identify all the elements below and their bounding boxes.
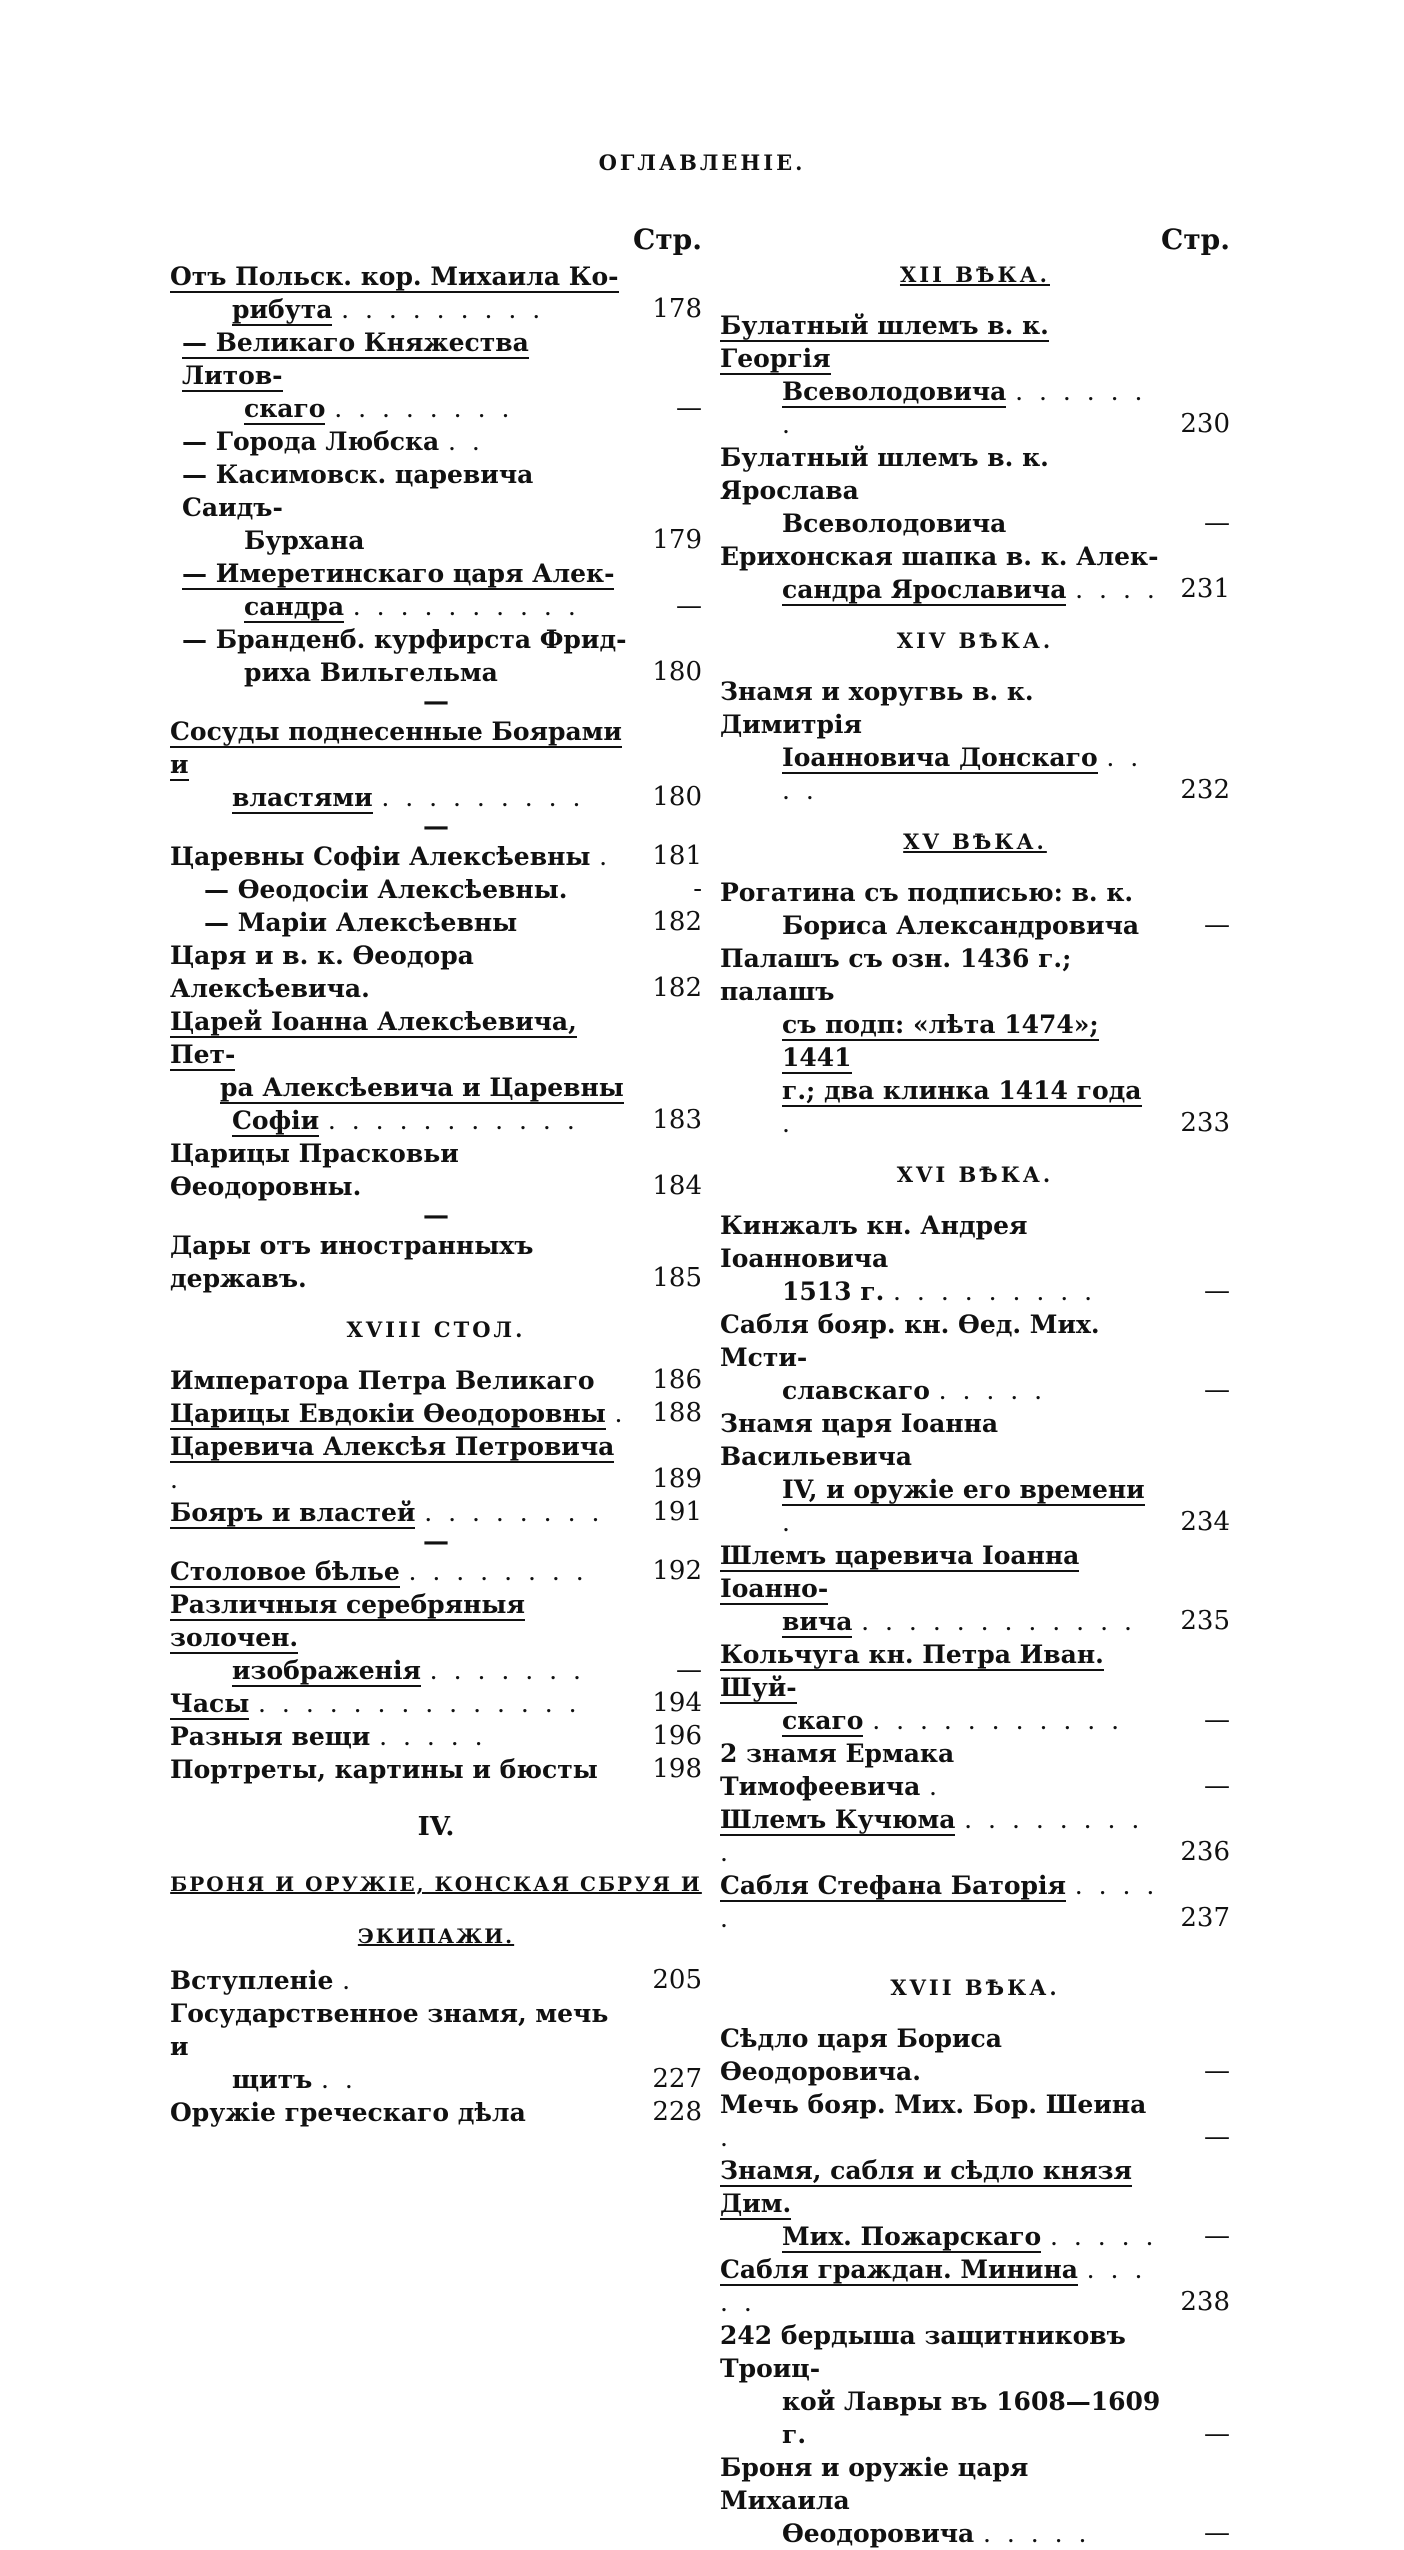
page-number: — — [1204, 2221, 1230, 2251]
toc-entry: Бояръ и властей . . . . . . . . 191 — [170, 1497, 702, 1527]
toc-entry: Знамя и хоругвь в. к. Димитрія Іоанновича Донскаго . . . . 232 — [720, 677, 1230, 805]
page-number: — — [1204, 1771, 1230, 1801]
toc-entry: Броня и оружіе царя Михаила Ѳеодоровича . . . . . — — [720, 2453, 1230, 2548]
toc-entry: Вступленіе . 205 — [170, 1965, 702, 1995]
section-heading: XIV ВѢКА. — [896, 628, 1054, 653]
page-number: 182 — [652, 973, 702, 1003]
page-title: ОГЛАВЛЕНІЕ. — [598, 150, 806, 175]
toc-entry: 242 бердыша защитниковъ Троиц- кой Лавры въ 1608—1609 г. — — [720, 2321, 1230, 2449]
section-heading: XVIII СТОЛ. — [346, 1317, 526, 1342]
toc-entry: Булатный шлемъ в. к. Ярослава Всеволодовича — — [720, 443, 1230, 538]
toc-entry: Императора Петра Великаго 186 — [170, 1365, 702, 1395]
toc-entry: — Маріи Алексѣевны 182 — [204, 907, 702, 937]
toc-entry: Сосуды поднесенные Боярами и властями . . . . . . . . . 180 — [170, 717, 702, 812]
page-number: 234 — [1180, 1507, 1230, 1537]
page-number: 231 — [1180, 574, 1230, 604]
page-number: 236 — [1180, 1837, 1230, 1867]
toc-entry: Царевны Софіи Алексѣевны . 181 — [170, 841, 702, 871]
toc-entry: Сабля граждан. Минина . . . . . 238 — [720, 2255, 1230, 2317]
page-number: 228 — [652, 2097, 702, 2127]
page-number: — — [1204, 2518, 1230, 2548]
page-number: 192 — [652, 1556, 702, 1586]
page-number: 198 — [652, 1754, 702, 1784]
toc-entry: Разныя вещи . . . . . 196 — [170, 1721, 702, 1751]
toc-entry: Портреты, картины и бюсты 198 — [170, 1754, 702, 1784]
page-number: 237 — [1180, 1903, 1230, 1933]
page-number: — — [1204, 1705, 1230, 1735]
toc-entry: Палашъ съ озн. 1436 г.; палашъ съ подп: «лѣта 1474»; 1441 г.; два клинка 1414 года . 233 — [720, 944, 1230, 1138]
page-column-header: Стр. — [1161, 223, 1230, 256]
section-heading: XVI ВѢКА. — [896, 1162, 1054, 1187]
page-number: — — [1204, 910, 1230, 940]
page-number: 230 — [1180, 409, 1230, 439]
page-number: — — [676, 1655, 702, 1685]
separator: — — [423, 812, 449, 842]
page-number: 232 — [1180, 775, 1230, 805]
toc-entry: Кольчуга кн. Петра Иван. Шуй- скаго . . . . . . . . . . . — — [720, 1640, 1230, 1735]
page-number: — — [1204, 2056, 1230, 2086]
toc-entry: Знамя царя Іоанна Васильевича IV, и оружіе его времени . 234 — [720, 1409, 1230, 1537]
part-title: БРОНЯ И ОРУЖІЕ, КОНСКАЯ СБРУЯ И — [170, 1872, 702, 1896]
toc-entry: — Ѳеодосіи Алексѣевны. - — [204, 874, 702, 904]
page-number: - — [693, 874, 702, 904]
section-heading: XII ВѢКА. — [899, 262, 1050, 287]
page-number: — — [1204, 1375, 1230, 1405]
page-number: — — [1204, 2122, 1230, 2152]
page-number: 183 — [652, 1105, 702, 1135]
toc-entry: Булатный шлемъ в. к. Георгія Всеволодовича . . . . . . . 230 — [720, 311, 1230, 439]
toc-entry: Царей Іоанна Алексѣевича, Пет- ра Алексѣевича и Царевны Софіи . . . . . . . . . . . 183 — [170, 1007, 702, 1135]
toc-entry: Царевича Алексѣя Петровича . 189 — [170, 1432, 702, 1494]
page-column-header: Стр. — [633, 223, 702, 256]
toc-entry: Государственное знамя, мечь и щитъ . . 227 — [170, 1999, 702, 2094]
toc-entry: Часы . . . . . . . . . . . . . . 194 — [170, 1688, 702, 1718]
toc-entry: Отъ Польск. кор. Михаила Ко- рибута . . . . . . . . . 178 — [170, 262, 702, 324]
toc-entry: Царицы Прасковьи Ѳеодоровны. 184 — [170, 1139, 702, 1201]
toc-entry: Царицы Евдокіи Ѳеодоровны . 188 — [170, 1398, 702, 1428]
toc-entry: — Бранденб. курфирста Фрид- риха Вильгельма 180 — [182, 625, 702, 687]
page-number: 178 — [652, 294, 702, 324]
page-number: — — [676, 591, 702, 621]
page-number: 227 — [652, 2064, 702, 2094]
page-number: 184 — [652, 1171, 702, 1201]
page-number: 205 — [652, 1965, 702, 1995]
page-number: 194 — [652, 1688, 702, 1718]
section-heading: XVII ВѢКА. — [890, 1975, 1060, 2000]
toc-entry: — Великаго Княжества Литов- скаго . . . . . . . . — — [182, 328, 702, 423]
page-number: — — [1204, 1276, 1230, 1306]
page-number: 182 — [652, 907, 702, 937]
toc-entry: — Города Любска . . — [182, 427, 484, 456]
toc-entry: Рогатина съ подписью: в. к. Бориса Александровича — — [720, 878, 1230, 940]
toc-entry: Дары отъ иностранныхъ державъ. 185 — [170, 1231, 702, 1293]
toc-entry: Царя и в. к. Ѳеодора Алексѣевича. 182 — [170, 941, 702, 1003]
toc-entry: Различныя серебряныя золочен. изображенія . . . . . . . — — [170, 1590, 702, 1685]
toc-entry: Сабля Стефана Баторія . . . . . 237 — [720, 1871, 1230, 1933]
toc-entry: Шлемъ Кучюма . . . . . . . . . 236 — [720, 1805, 1230, 1867]
toc-entry: Ерихонская шапка в. к. Алек- сандра Ярославича . . . . 231 — [720, 542, 1230, 604]
page-number: — — [676, 393, 702, 423]
toc-entry: — Касимовск. царевича Саидъ- Бурхана 179 — [182, 460, 702, 555]
page-number: — — [1204, 508, 1230, 538]
section-heading: XV ВѢКА. — [903, 829, 1047, 854]
page-number: — — [1204, 2419, 1230, 2449]
page-number: 185 — [652, 1263, 702, 1293]
right-column — [720, 220, 1230, 2550]
separator: — — [423, 1201, 449, 1231]
page-number: 181 — [652, 841, 702, 871]
part-title: ЭКИПАЖИ. — [357, 1924, 515, 1948]
toc-entry: Сѣдло царя Бориса Ѳеодоровича. — — [720, 2024, 1230, 2086]
page-number: 179 — [652, 525, 702, 555]
toc-entry: Столовое бѣлье . . . . . . . . 192 — [170, 1556, 702, 1586]
toc-entry: Знамя, сабля и сѣдло князя Дим. Мих. Пожарскаго . . . . . — — [720, 2156, 1230, 2251]
toc-entry: 2 знамя Ермака Тимофеевича . — — [720, 1739, 1230, 1801]
toc-entry: Оружіе греческаго дѣла 228 — [170, 2097, 702, 2127]
page-number: 196 — [652, 1721, 702, 1751]
toc-entry: Шлемъ царевича Іоанна Іоанно- вича . . . . . . . . . . . . 235 — [720, 1541, 1230, 1636]
left-column — [170, 220, 702, 2129]
page-number: 235 — [1180, 1606, 1230, 1636]
page-number: 188 — [652, 1398, 702, 1428]
page-number: 191 — [652, 1497, 702, 1527]
page-number: 233 — [1180, 1108, 1230, 1138]
toc-entry: Мечь бояр. Мих. Бор. Шеина . — — [720, 2090, 1230, 2152]
page-number: 186 — [652, 1365, 702, 1395]
page-number: 238 — [1180, 2287, 1230, 2317]
toc-entry: Сабля бояр. кн. Ѳед. Мих. Мсти- славскаго . . . . . — — [720, 1310, 1230, 1405]
page-number: 180 — [652, 782, 702, 812]
page-number: 189 — [652, 1464, 702, 1494]
toc-entry: Кинжалъ кн. Андрея Іоанновича 1513 г. . . . . . . . . . — — [720, 1211, 1230, 1306]
separator: — — [423, 687, 449, 717]
toc-entry: — Имеретинскаго царя Алек- сандра . . . . . . . . . . — — [182, 559, 702, 621]
part-number: IV. — [417, 1812, 455, 1842]
page-number: 180 — [652, 657, 702, 687]
separator: — — [423, 1527, 449, 1557]
